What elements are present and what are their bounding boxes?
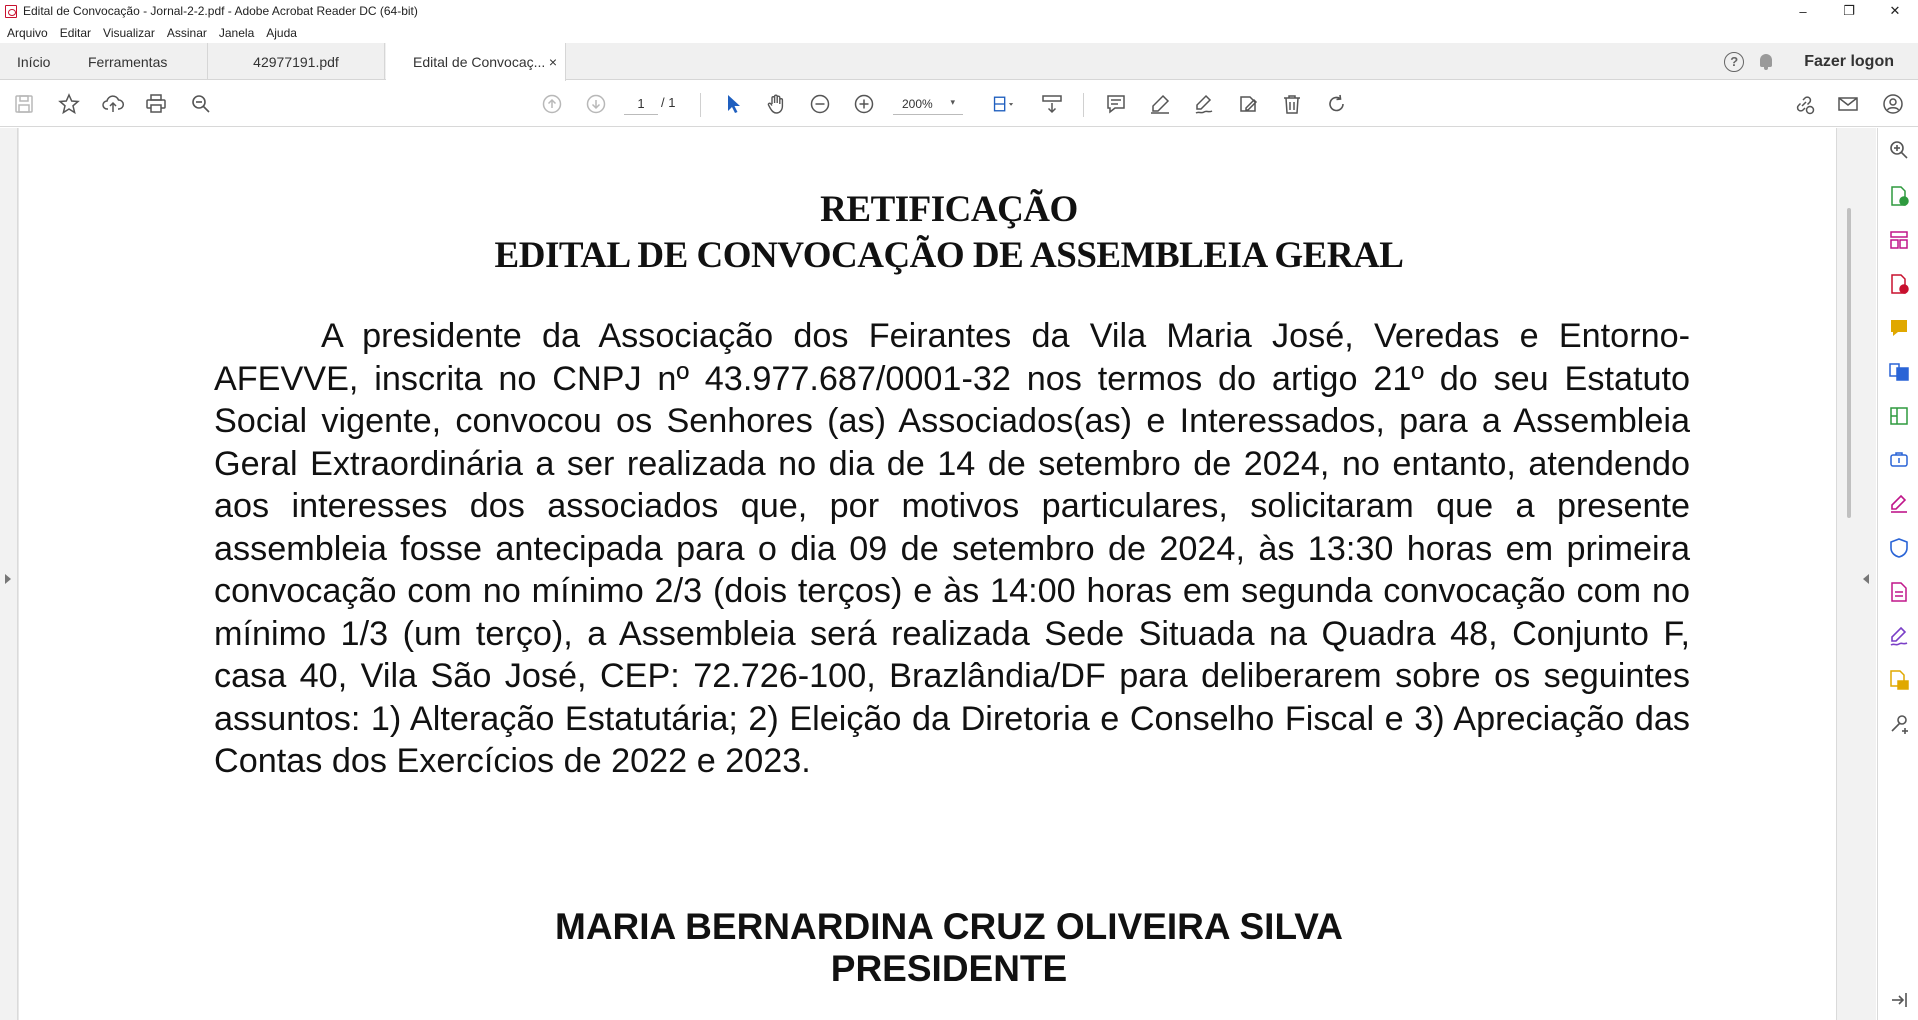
toolbar-divider: [1083, 93, 1084, 117]
more-tools-icon[interactable]: [1887, 712, 1911, 736]
vertical-scrollbar[interactable]: [1836, 128, 1876, 1020]
draw-freehand-icon[interactable]: [1192, 92, 1216, 116]
menu-janela[interactable]: Janela: [218, 25, 255, 40]
document-body-paragraph: A presidente da Associação dos Feirantes da Vila Maria José, Veredas e Entorno-AFEVVE, inscrita no CNPJ nº 43.977.687/0001-32 nos termos do artigo 21º do seu Estatuto Social vigente, convocou os Senhores (as) Associados(as) e Interessados, para a Assembleia Geral Extraordinária a ser realizada no dia de 14 de setembro de 2024, no entanto, atendendo aos interesses dos associados que, por motivos particulares, solicitaram que a presente assembleia fosse antecipada para o dia 09 de setembro de 2024, às 13:30 horas em primeira convocação com no mínimo 2/3 (dois terços) e às 14:00 horas em segunda convocação com no mínimo 1/3 (um terço), a Assembleia será realizada Sede Situada na Quadra 48, Conjunto F, casa 40, Vila São José, CEP: 72.726-100, Brazlândia/DF para deliberarem sobre os seguintes assuntos: 1) Alteração Estatutária; 2) Eleição da Diretoria e Conselho Fiscal e 3) Apreciação das Contas dos Exercícios de 2022 e 2023.: [214, 317, 1690, 780]
select-cursor-icon[interactable]: [721, 92, 745, 116]
acrobat-app-icon: [5, 5, 17, 18]
collapse-panel-icon[interactable]: [1887, 988, 1911, 1012]
tab-document-42977191[interactable]: [207, 43, 385, 80]
fill-sign-icon[interactable]: [1236, 92, 1260, 116]
notification-bell-icon[interactable]: [1758, 53, 1774, 71]
menu-assinar[interactable]: Assinar: [166, 25, 207, 40]
tab-label: 42977191.pdf: [253, 53, 339, 70]
sign-in-button[interactable]: Fazer logon: [1804, 52, 1894, 70]
expand-left-panel-icon[interactable]: [5, 574, 11, 584]
print-icon[interactable]: [144, 92, 168, 116]
delete-trash-icon[interactable]: [1280, 92, 1304, 116]
window-controls: [1780, 0, 1918, 22]
window-title: Edital de Convocação - Jornal-2-2.pdf - Adobe Acrobat Reader DC (64-bit): [23, 4, 418, 18]
collapse-right-panel-icon[interactable]: [1863, 574, 1869, 584]
save-icon[interactable]: [12, 92, 36, 116]
request-signature-icon[interactable]: [1887, 624, 1911, 648]
fill-and-sign-icon[interactable]: [1887, 492, 1911, 516]
page-fit-icon[interactable]: [988, 92, 1018, 116]
export-pdf-icon[interactable]: [1887, 184, 1911, 208]
create-pdf-icon[interactable]: [1887, 272, 1911, 296]
share-link-icon[interactable]: [1792, 92, 1816, 116]
close-tab-icon[interactable]: ×: [548, 54, 557, 70]
tab-bar-right: [1724, 43, 1918, 80]
maximize-button[interactable]: ❐: [1843, 3, 1855, 18]
zoom-out-icon[interactable]: [808, 92, 832, 116]
chevron-down-icon: ▾: [950, 97, 955, 107]
zoom-value: 200%: [902, 96, 933, 111]
pdf-page: [19, 128, 1836, 1020]
tab-bar: [0, 43, 1918, 80]
close-window-button[interactable]: ✕: [1889, 3, 1901, 18]
menu-editar[interactable]: Editar: [59, 25, 92, 40]
stamp-tools-icon[interactable]: [1887, 668, 1911, 692]
minimize-button[interactable]: –: [1799, 3, 1807, 19]
left-panel-toggle[interactable]: [0, 128, 18, 1020]
right-tools-panel: [1877, 128, 1918, 1020]
page-total: / 1: [661, 95, 676, 110]
next-page-icon[interactable]: [584, 92, 608, 116]
upload-cloud-icon[interactable]: [101, 92, 125, 116]
menu-bar: [0, 22, 1918, 43]
document-title-edital: EDITAL DE CONVOCAÇÃO DE ASSEMBLEIA GERAL: [494, 235, 1404, 276]
page-number-input[interactable]: 1: [624, 93, 658, 115]
toolbar: [0, 81, 1918, 127]
email-icon[interactable]: [1836, 92, 1860, 116]
signer-name: MARIA BERNARDINA CRUZ OLIVEIRA SILVA: [555, 906, 1343, 947]
zoom-in-icon[interactable]: [852, 92, 876, 116]
zoom-search-icon[interactable]: [1887, 138, 1911, 162]
help-icon[interactable]: ?: [1724, 52, 1744, 72]
tab-document-edital[interactable]: [386, 43, 566, 81]
edit-pdf-icon[interactable]: [1887, 404, 1911, 428]
scroll-mode-icon[interactable]: [1040, 92, 1064, 116]
signer-role: PRESIDENTE: [830, 948, 1068, 989]
tab-label: Edital de Convocaç...: [413, 54, 546, 70]
hand-tool-icon[interactable]: [764, 92, 788, 116]
protect-shield-icon[interactable]: [1887, 536, 1911, 560]
combine-files-icon[interactable]: [1887, 360, 1911, 384]
document-title-retificacao: RETIFICAÇÃO: [820, 189, 1078, 230]
send-for-review-icon[interactable]: [1887, 448, 1911, 472]
bookmark-star-icon[interactable]: [57, 92, 81, 116]
organize-pages-icon[interactable]: [1887, 228, 1911, 252]
pdf-document-icon[interactable]: [1887, 580, 1911, 604]
tab-tools[interactable]: Ferramentas: [88, 53, 168, 70]
previous-page-icon[interactable]: [540, 92, 564, 116]
menu-visualizar[interactable]: Visualizar: [103, 25, 155, 40]
comment-panel-icon[interactable]: [1887, 316, 1911, 340]
toolbar-divider: [700, 93, 701, 117]
document-viewport: [0, 128, 1876, 1020]
menu-arquivo[interactable]: Arquivo: [7, 25, 48, 40]
zoom-level-select[interactable]: [893, 93, 963, 115]
search-zoom-icon[interactable]: [189, 92, 213, 116]
comment-icon[interactable]: [1104, 92, 1128, 116]
rotate-icon[interactable]: [1325, 92, 1349, 116]
user-add-icon[interactable]: [1881, 92, 1905, 116]
highlight-pen-icon[interactable]: [1148, 92, 1172, 116]
tab-home[interactable]: Início: [17, 53, 51, 70]
menu-ajuda[interactable]: Ajuda: [266, 25, 297, 40]
title-bar: [0, 0, 1918, 22]
scrollbar-thumb[interactable]: [1847, 208, 1851, 518]
